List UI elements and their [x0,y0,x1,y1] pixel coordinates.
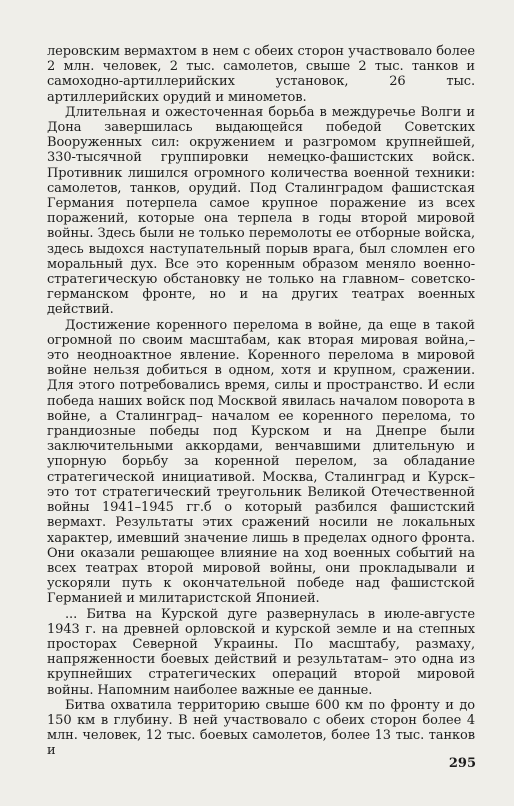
body-text [47,44,475,759]
paragraph-5: Битва охватила территорию свыше 600 км по фронту и до 150 км в глубину. В ней участвовало с обеих сторон более 4 млн. человек, 12 тыс. боевых самолетов, более 13 тыс. танков и [47,697,475,759]
paragraph-2: Длительная и ожесточенная борьба в междуречье Волги и Дона завершилась выдающейся победой Советских Вооруженных сил: окружением и разгромом крупнейшей, 330-тысячной группировки немецко-фашистских войск. Противник лишился огромного количества военной техники: самолетов, танков, орудий. Под Сталинградом фашистская Германия потерпела самое крупное поражение из всех поражений, которые она терпела в годы второй мировой войны. Здесь были не только перемолоты ее отборные войска, здесь выдохся наступательный порыв врага, был сломлен его моральный дух. Все это коренным образом меняло военно-стратегическую обстановку не только на главном– советско-германском фронте, но и на других театрах военных действий. [47,104,475,318]
paragraph-4: ... Битва на Курской дуге развернулась в июле-августе 1943 г. на древней орловской и курской земле и на степных просторах Северной Украины. По масштабу, размаху, напряженности боевых действий и результатам– это одна из крупнейших стратегических операций второй мировой войны. Напомним наиболее важные ее данные. [47,606,475,698]
paragraph-1: леровским вермахтом в нем с обеих сторон участвовало более 2 млн. человек, 2 тыс. самолетов, свыше 2 тыс. танков и самоходно-артиллерийских установок, 26 тыс. артиллерийских орудий и минометов. [47,44,475,105]
page-number: 295 [448,756,476,771]
paragraph-3: Достижение коренного перелома в войне, да еще в такой огромной по своим масштабам, как вторая мировая война,– это неодноактное явление. Коренного перелома в мировой войне нельзя добиться в одном, хотя и крупном, сражении. Для этого потребовались время, силы и пространство. И если победа наших войск под Москвой явилась началом поворота в войне, а Сталинград– началом ее коренного перелома, то грандиозные победы под Курском и на Днепре были заключительными аккордами, венчавшими длительную и упорную борьбу за коренной перелом, за обладание стратегической инициативой. Москва, Сталинград и Курск– это тот стратегический треугольник Великой Отечественной войны 1941–1945 гг.б о который разбился фашистский вермахт. Результаты этих сражений носили не локальных характер, имевший значение лишь в пределах одного фронта. Они оказали решающее влияние на ход военных событий на всех театрах второй мировой войны, они прокладывали и ускоряли путь к окончательной победе над фашистской Германией и милитаристской Японией. [47,317,475,607]
